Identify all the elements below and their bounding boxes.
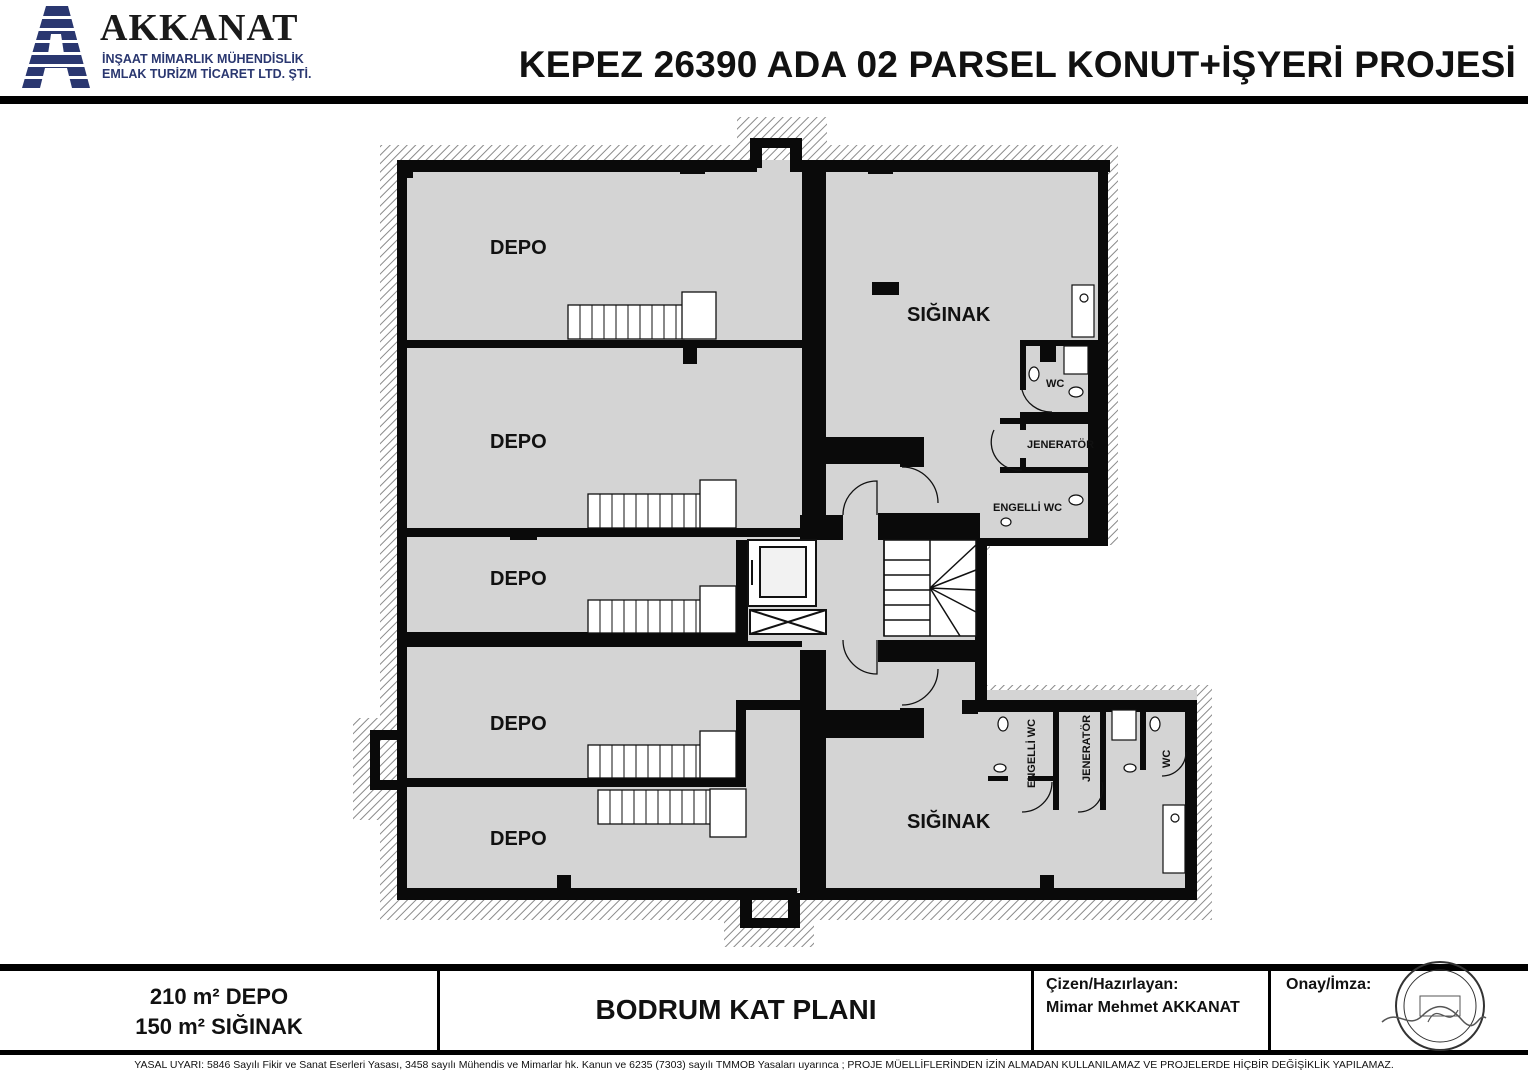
approval-label: Onay/İmza: bbox=[1286, 976, 1372, 993]
basement-floor-plan bbox=[0, 104, 1528, 964]
room-label-engelli-wc: ENGELLİ WC bbox=[1026, 718, 1038, 788]
room-label-jenerator: JENERATÖR bbox=[1081, 714, 1093, 782]
room-label-depo: DEPO bbox=[490, 237, 547, 259]
company-name: AKKANAT bbox=[100, 7, 299, 49]
room-label-depo: DEPO bbox=[490, 828, 547, 850]
room-label-depo: DEPO bbox=[490, 713, 547, 735]
area-summary-siginak: 150 m² SIĞINAK bbox=[135, 1014, 303, 1039]
drawn-by-label: Çizen/Hazırlayan: bbox=[1046, 976, 1179, 993]
header-divider bbox=[0, 96, 1528, 104]
footer-column-divider bbox=[1031, 971, 1034, 1050]
room-label-wc: WC bbox=[1046, 378, 1065, 390]
room-label-engelli-wc: ENGELLİ WC bbox=[993, 502, 1063, 514]
project-title: KEPEZ 26390 ADA 02 PARSEL KONUT+İŞYERİ PROJESİ bbox=[518, 44, 1516, 85]
legal-warning: YASAL UYARI: 5846 Sayılı Fikir ve Sanat Eserleri Yasası, 3458 sayılı Mühendis ve Mimarlar hk. Kanun ve 6235 (7303) sayılı TMMOB Yasaları uyarınca ; PROJE MÜELLİFLERİNDEN İZİN ALMADAN KULLANILAMAZ VE PROJELERDE HİÇBİR DEĞİŞİKLİK YAPILAMAZ. bbox=[134, 1059, 1394, 1071]
room-label-wc: WC bbox=[1161, 749, 1173, 768]
company-subtitle-line2: EMLAK TURİZM TİCARET LTD. ŞTİ. bbox=[102, 67, 312, 81]
area-summary-depo: 210 m² DEPO bbox=[149, 984, 289, 1009]
company-logo-icon bbox=[20, 4, 92, 90]
room-label-siginak: SIĞINAK bbox=[907, 304, 991, 326]
footer-top-divider bbox=[0, 964, 1528, 971]
room-label-siginak: SIĞINAK bbox=[907, 811, 991, 833]
room-label-jenerator: JENERATÖR bbox=[1027, 439, 1095, 451]
plan-name: BODRUM KAT PLANI bbox=[595, 994, 877, 1025]
room-label-depo: DEPO bbox=[490, 431, 547, 453]
footer-bottom-divider bbox=[0, 1050, 1528, 1055]
elevator-icon bbox=[748, 540, 826, 634]
footer-column-divider bbox=[1268, 971, 1271, 1050]
architect-stamp-and-signature-icon bbox=[1378, 960, 1490, 1054]
room-label-depo: DEPO bbox=[490, 568, 547, 590]
main-stair-icon bbox=[884, 540, 976, 636]
company-subtitle-line1: İNŞAAT MİMARLIK MÜHENDİSLİK bbox=[102, 52, 304, 66]
drawn-by-name: Mimar Mehmet AKKANAT bbox=[1046, 999, 1240, 1016]
